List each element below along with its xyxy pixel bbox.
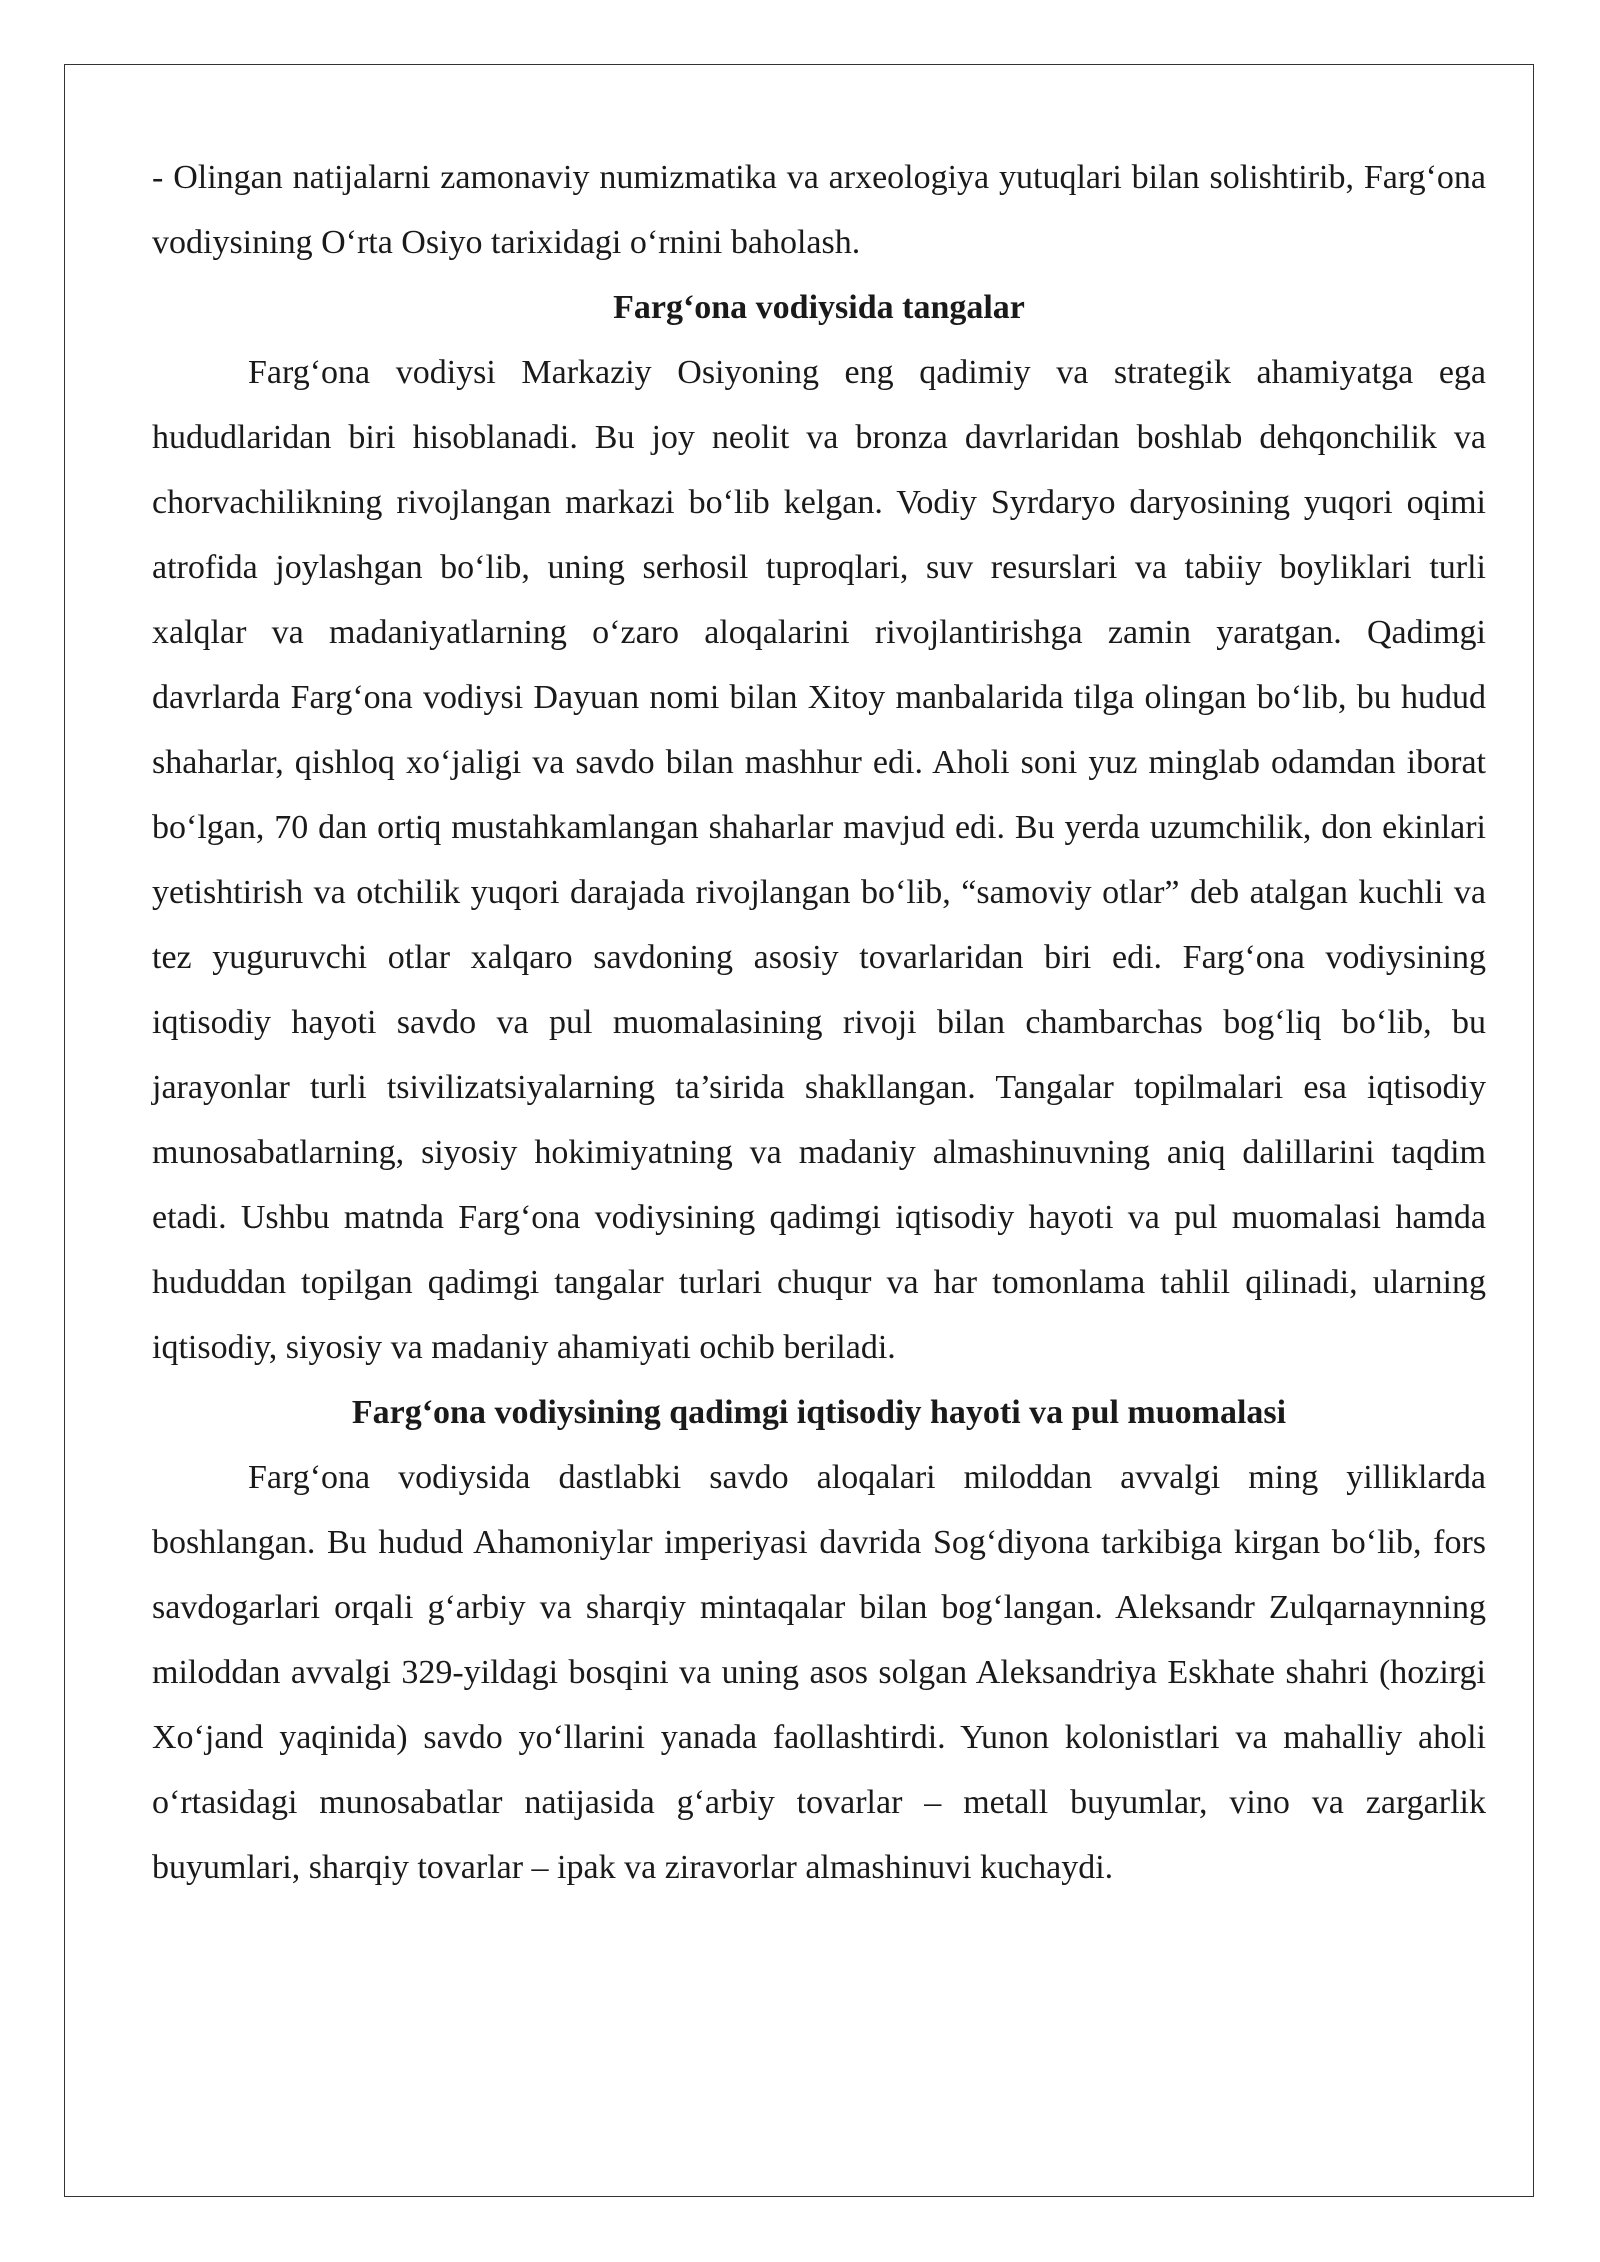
section-paragraph-economy: Farg‘ona vodiysida dastlabki savdo aloqalari miloddan avvalgi ming yilliklarda boshlangan. Bu hudud Ahamoniylar imperiyasi davrida Sog‘diyona tarkibiga kirgan bo‘lib, fors savdogarlari orqali g‘arbiy va sharqiy mintaqalar bilan bog‘langan. Aleksandr Zulqarnaynning miloddan avvalgi 329-yildagi bosqini va uning asos solgan Aleksandriya Eskhate shahri (hozirgi Xo‘jand yaqinida) savdo yo‘llarini yanada faollashtirdi. Yunon kolonistlari va mahalliy aholi o‘rtasidagi munosabatlar natijasida g‘arbiy tovarlar – metall buyumlar, vino va zargarlik buyumlari, sharqiy tovarlar – ipak va ziravorlar almashinuvi kuchaydi. <box>152 1459 1486 1886</box>
section-heading-coins: Farg‘ona vodiysida tangalar <box>613 289 1025 326</box>
section-heading-economy: Farg‘ona vodiysining qadimgi iqtisodiy hayoti va pul muomalasi <box>351 1394 1287 1431</box>
section-paragraph-coins: Farg‘ona vodiysi Markaziy Osiyoning eng qadimiy va strategik ahamiyatga ega hududlaridan biri hisoblanadi. Bu joy neolit va bronza davrlaridan boshlab dehqonchilik va chorvachilikning rivojlangan markazi bo‘lib kelgan. Vodiy Syrdaryo daryosining yuqori oqimi atrofida joylashgan bo‘lib, uning serhosil tuproqlari, suv resurslari va tabiiy boyliklari turli xalqlar va madaniyatlarning o‘zaro aloqalarini rivojlantirishga zamin yaratgan. Qadimgi davrlarda Farg‘ona vodiysi Dayuan nomi bilan Xitoy manbalarida tilga olingan bo‘lib, bu hudud shaharlar, qishloq xo‘jaligi va savdo bilan mashhur edi. Aholi soni yuz minglab odamdan iborat bo‘lgan, 70 dan ortiq mustahkamlangan shaharlar mavjud edi. Bu yerda uzumchilik, don ekinlari yetishtirish va otchilik yuqori darajada rivojlangan bo‘lib, “samoviy otlar” deb atalgan kuchli va tez yuguruvchi otlar xalqaro savdoning asosiy tovarlaridan biri edi. Farg‘ona vodiysining iqtisodiy hayoti savdo va pul muomalasining rivoji bilan chambarchas bog‘liq bo‘lib, bu jarayonlar turli tsivilizatsiyalarning ta’sirida shakllangan. Tangalar topilmalari esa iqtisodiy munosabatlarning, siyosiy hokimiyatning va madaniy almashinuvning aniq dalillarini taqdim etadi. Ushbu matnda Farg‘ona vodiysining qadimgi iqtisodiy hayoti va pul muomalasi hamda hududdan topilgan qadimgi tangalar turlari chuqur va har tomonlama tahlil qilinadi, ularning iqtisodiy, siyosiy va madaniy ahamiyati ochib beriladi. <box>152 354 1486 1366</box>
intro-list-item: - Olingan natijalarni zamonaviy numizmatika va arxeologiya yutuqlari bilan solishtirib, Farg‘ona vodiysining O‘rta Osiyo tarixidagi o‘rnini baholash. <box>152 159 1486 261</box>
document-body <box>152 145 1486 1900</box>
